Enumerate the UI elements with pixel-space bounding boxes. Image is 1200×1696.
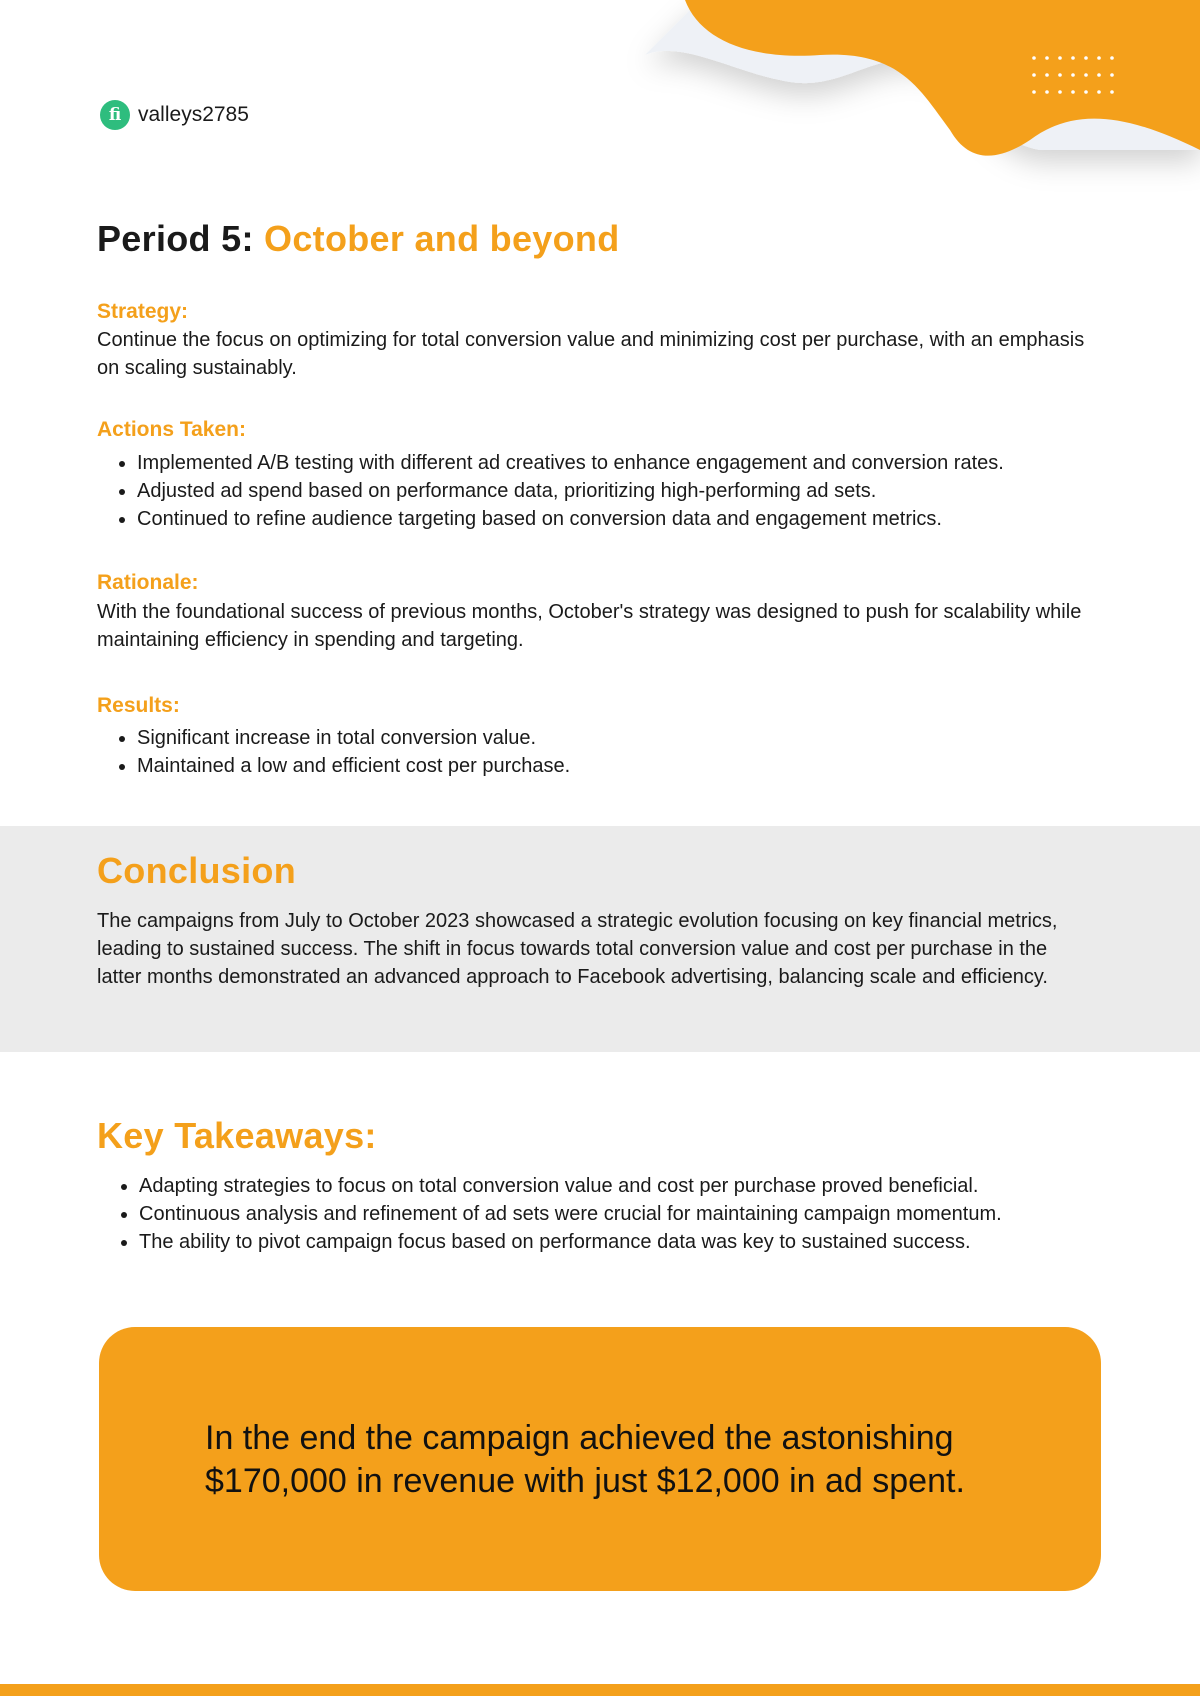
dot	[1084, 56, 1088, 60]
dot	[1032, 73, 1036, 77]
list-item: • Adjusted ad spend based on performance data, prioritizing high-performing ad sets.	[137, 477, 1004, 505]
dot	[1058, 56, 1062, 60]
callout-text: In the end the campaign achieved the astonishing $170,000 in revenue with just $12,000 in ad spent.	[205, 1419, 965, 1500]
dot	[1045, 73, 1049, 77]
results-list	[97, 724, 570, 780]
dot	[1097, 73, 1101, 77]
dot	[1032, 56, 1036, 60]
actions-label: Actions Taken:	[97, 418, 246, 441]
conclusion-heading: Conclusion	[97, 850, 296, 891]
takeaways-list	[99, 1172, 1002, 1256]
footer-bar	[0, 1684, 1200, 1696]
brand-logo	[100, 100, 249, 130]
takeaways-heading: Key Takeaways:	[97, 1115, 377, 1156]
dot	[1084, 90, 1088, 94]
decorative-wave	[600, 0, 1200, 200]
results-label: Results:	[97, 694, 180, 717]
username: valleys2785	[138, 103, 249, 126]
dot	[1110, 56, 1114, 60]
dot	[1045, 90, 1049, 94]
dot	[1071, 56, 1075, 60]
dot	[1058, 73, 1062, 77]
strategy-text: Continue the focus on optimizing for total conversion value and minimizing cost per purchase, with an emphasis on scaling sustainably.	[97, 329, 1085, 379]
dot	[1084, 73, 1088, 77]
dot	[1058, 90, 1062, 94]
page-title	[97, 218, 619, 260]
strategy-label: Strategy:	[97, 300, 189, 323]
title-prefix: Period 5:	[97, 218, 265, 259]
dot	[1097, 56, 1101, 60]
list-item: • Implemented A/B testing with different ad creatives to enhance engagement and conversion rates.	[137, 449, 1004, 477]
list-item: • Significant increase in total conversion value.	[137, 724, 570, 752]
dot	[1045, 56, 1049, 60]
list-item: • Continuous analysis and refinement of ad sets were crucial for maintaining campaign momentum.	[139, 1200, 1002, 1228]
actions-list	[97, 449, 1004, 533]
dot	[1071, 73, 1075, 77]
dot	[1071, 90, 1075, 94]
dot	[1110, 73, 1114, 77]
list-item: • The ability to pivot campaign focus based on performance data was key to sustained success.	[139, 1228, 1002, 1256]
list-item: • Adapting strategies to focus on total conversion value and cost per purchase proved beneficial.	[139, 1172, 1002, 1200]
dot	[1110, 90, 1114, 94]
list-item: • Continued to refine audience targeting based on conversion data and engagement metrics.	[137, 505, 1004, 533]
revenue-callout	[99, 1327, 1101, 1591]
conclusion-text: The campaigns from July to October 2023 showcased a strategic evolution focusing on key financial metrics, leading to sustained success. The shift in focus towards total conversion value and cost per purchase in the latter months demonstrated an advanced approach to Facebook advertising, balancing scale and efficiency.	[97, 910, 1058, 988]
logo-icon: fi	[100, 100, 130, 130]
rationale-text: With the foundational success of previous months, October's strategy was designed to push for scalability while maintaining efficiency in spending and targeting.	[97, 601, 1082, 651]
list-item: • Maintained a low and efficient cost per purchase.	[137, 752, 570, 780]
dot	[1032, 90, 1036, 94]
rationale-label: Rationale:	[97, 571, 199, 594]
dot	[1097, 90, 1101, 94]
title-highlight: October and beyond	[264, 218, 620, 259]
